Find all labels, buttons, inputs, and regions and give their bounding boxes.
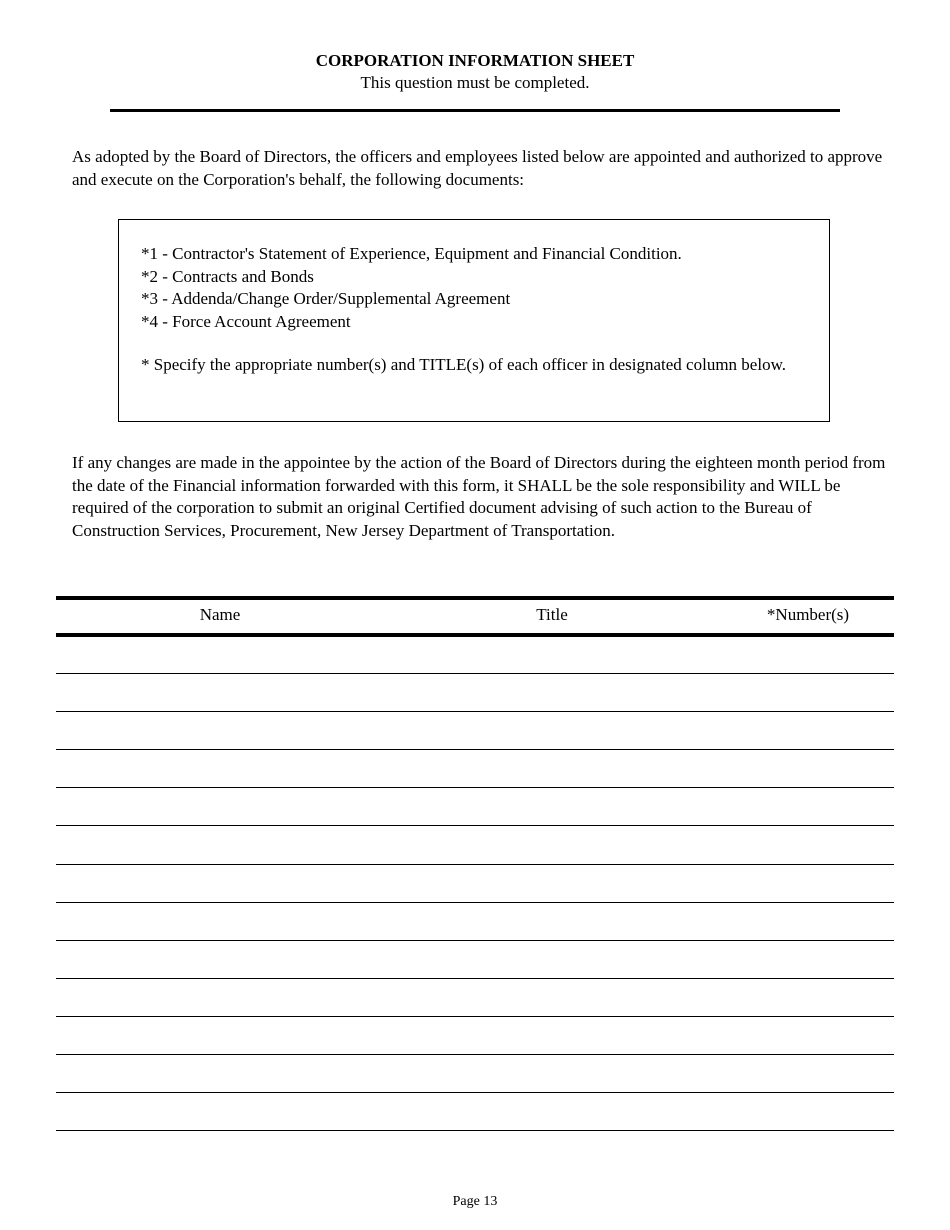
- documents-box: [118, 219, 830, 422]
- document-item-1: *1 - Contractor's Statement of Experience, Equipment and Financial Condition.: [141, 244, 682, 263]
- column-header-numbers: *Number(s): [766, 605, 850, 624]
- table-row-line[interactable]: [56, 1054, 894, 1055]
- column-header-title: Title: [536, 605, 568, 624]
- table-row-line[interactable]: [56, 711, 894, 712]
- table-header-rule: [56, 633, 894, 637]
- table-row-line[interactable]: [56, 978, 894, 979]
- table-row-line[interactable]: [56, 749, 894, 750]
- document-item-4: *4 - Force Account Agreement: [141, 311, 351, 331]
- table-row-line[interactable]: [56, 673, 894, 674]
- page-subtitle: This question must be completed.: [360, 73, 590, 92]
- page-title: CORPORATION INFORMATION SHEET: [315, 51, 635, 70]
- title-divider: [110, 109, 840, 112]
- table-row-line[interactable]: [56, 902, 894, 903]
- table-row-line[interactable]: [56, 940, 894, 941]
- intro-paragraph: As adopted by the Board of Directors, the officers and employees listed below are appointed and authorized to approve and execute on the Corporation's behalf, the following documents:: [72, 147, 883, 189]
- table-row-line[interactable]: [56, 1130, 894, 1131]
- documents-note: * Specify the appropriate number(s) and TITLE(s) of each officer in designated column below.: [141, 355, 786, 374]
- table-row-line[interactable]: [56, 825, 894, 826]
- document-item-3: *3 - Addenda/Change Order/Supplemental Agreement: [141, 289, 511, 308]
- documents-list: [141, 243, 811, 333]
- page-number: Page 13: [452, 1194, 498, 1209]
- table-row-line[interactable]: [56, 787, 894, 788]
- column-header-name: Name: [199, 605, 241, 624]
- table-top-rule: [56, 596, 894, 600]
- table-row-line[interactable]: [56, 864, 894, 865]
- table-row-line[interactable]: [56, 1092, 894, 1093]
- document-item-2: *2 - Contracts and Bonds: [141, 266, 314, 286]
- table-row-line[interactable]: [56, 1016, 894, 1017]
- changes-paragraph: If any changes are made in the appointee by the action of the Board of Directors during the eighteen month period from the date of the Financial information forwarded with this form, it SHALL be the sole responsibility and WILL be required of the corporation to submit an original Certified document advising of such action to the Bureau of Construction Services, Procurement, New Jersey Department of Transportation.: [72, 453, 886, 540]
